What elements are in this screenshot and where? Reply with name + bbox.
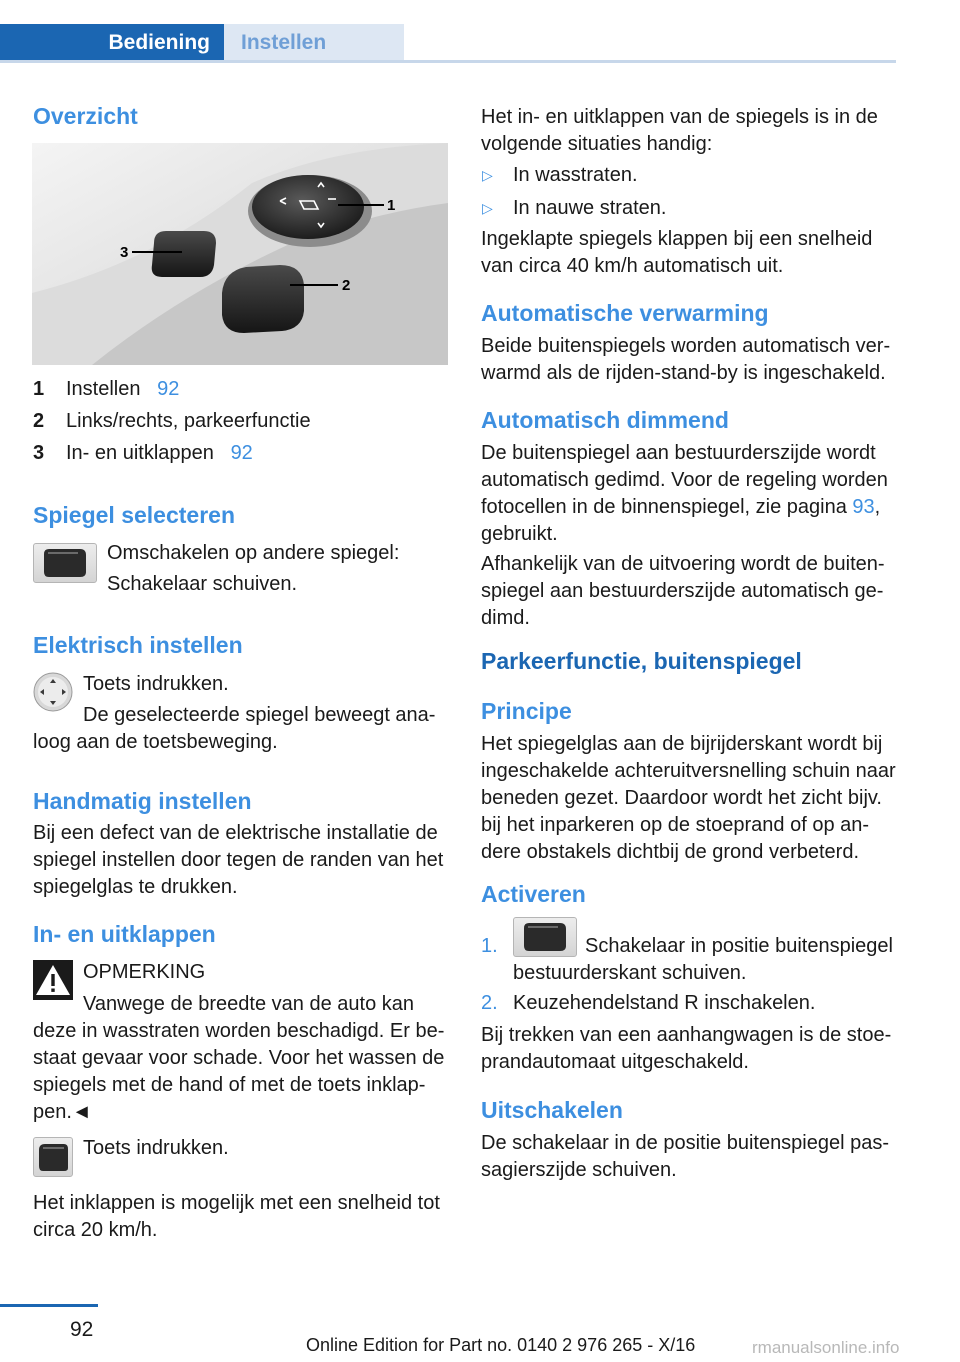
step-1-line-1: Schakelaar in positie buitenspiegel <box>585 935 893 957</box>
trekken-line-2: prandautomaat uitgeschakeld. <box>481 1051 749 1073</box>
spiegel-text-2: Schakelaar schuiven. <box>107 573 298 595</box>
mirror-control-figure <box>32 143 448 365</box>
elektrisch-text-1: Toets indrukken. <box>83 673 229 695</box>
heading-automatisch-dimmend: Automatisch dimmend <box>481 407 729 433</box>
page-link-92[interactable]: 92 <box>157 378 180 400</box>
tab-instellen[interactable]: Instellen <box>224 24 404 62</box>
bullet-icon: ▷ <box>482 167 493 183</box>
verwarming-line-2: warmd als de rijden-stand-by is ingeschakeld. <box>481 362 886 384</box>
switch-slide-icon <box>33 543 97 583</box>
notice-line-5: pen.◄ <box>33 1101 92 1123</box>
warning-icon <box>33 960 73 1000</box>
heading-automatische-verwarming: Automatische verwarming <box>481 300 769 326</box>
spiegel-text-1: Omschakelen op andere spiegel: <box>107 542 400 564</box>
step-number-1: 1. <box>481 935 498 957</box>
handmatig-line-3: spiegelglas te drukken. <box>33 876 238 898</box>
principe-line-4: bij het inparkeren op de stoeprand of op an- <box>481 814 870 836</box>
page-number: 92 <box>70 1318 94 1341</box>
tab-bediening[interactable]: Bediening <box>0 24 224 62</box>
fold-button-icon <box>33 1137 73 1177</box>
heading-activeren: Activeren <box>481 881 586 907</box>
notice-line-4: spiegels met de hand of met de toets inklap- <box>33 1074 426 1096</box>
inklap-line-1: Het inklappen is mogelijk met een snelheid tot <box>33 1192 440 1214</box>
step-1-line-2: bestuurderskant schuiven. <box>513 962 747 984</box>
callout-2: 2 <box>342 277 351 294</box>
toets-text: Toets indrukken. <box>83 1137 229 1159</box>
bullet-icon: ▷ <box>482 200 493 216</box>
footer-edition: Online Edition for Part no. 0140 2 976 265 - X/16 <box>306 1335 696 1355</box>
watermark: rmanualsonline.info <box>752 1338 900 1357</box>
legend-item-1: Instellen 92 <box>66 378 180 400</box>
legend-num-2: 2 <box>33 410 45 432</box>
elektrisch-text-3: loog aan de toetsbeweging. <box>33 731 278 753</box>
heading-uitschakelen: Uitschakelen <box>481 1097 623 1123</box>
heading-in-en-uitklappen: In- en uitklappen <box>33 921 216 947</box>
callout-3: 3 <box>120 244 129 261</box>
notice-line-1: Vanwege de breedte van de auto kan <box>83 993 414 1015</box>
elektrisch-text-2: De geselecteerde spiegel beweegt ana- <box>83 704 436 726</box>
heading-elektrisch-instellen: Elektrisch instellen <box>33 632 243 658</box>
notice-title: OPMERKING <box>83 961 206 983</box>
legend-item-3: In- en uitklappen 92 <box>66 442 253 464</box>
dimmend-line-3: fotocellen in de binnenspiegel, zie pagina 93, <box>481 496 881 518</box>
step-2-text: Keuzehendelstand R inschakelen. <box>513 992 816 1014</box>
legend-item-2: Links/rechts, parkeerfunctie <box>66 410 311 432</box>
footer-rule <box>0 1304 98 1307</box>
heading-parkeerfunctie: Parkeerfunctie, buitenspiegel <box>481 648 802 674</box>
bullet-item-2: In nauwe straten. <box>513 197 667 219</box>
afhankelijk-line-3: dimd. <box>481 607 530 629</box>
verwarming-line-1: Beide buitenspiegels worden automatisch ver- <box>481 335 891 357</box>
inklap-line-2: circa 20 km/h. <box>33 1219 158 1241</box>
heading-handmatig-instellen: Handmatig instellen <box>33 788 252 814</box>
notice-line-3: staat gevaar voor schade. Voor het wassen de <box>33 1047 445 1069</box>
afhankelijk-line-1: Afhankelijk van de uitvoering wordt de buiten- <box>481 553 885 575</box>
principe-line-1: Het spiegelglas aan de bijrijderskant wordt bij <box>481 733 883 755</box>
legend-num-3: 3 <box>33 442 45 464</box>
uitschakelen-line-1: De schakelaar in de positie buitenspiegel pas- <box>481 1132 890 1154</box>
heading-spiegel-selecteren: Spiegel selecteren <box>33 502 235 528</box>
ingeklapt-line-1: Ingeklapte spiegels klappen bij een snelheid <box>481 228 873 250</box>
switch-slide-icon <box>513 917 577 957</box>
page-link-92[interactable]: 92 <box>230 442 253 464</box>
mirror-adjust-button-icon <box>33 672 73 712</box>
bullet-item-1: In wasstraten. <box>513 164 638 186</box>
handmatig-line-1: Bij een defect van de elektrische installatie de <box>33 822 438 844</box>
dimmend-line-2: automatisch gedimd. Voor de regeling worden <box>481 469 888 491</box>
step-number-2: 2. <box>481 992 498 1014</box>
ingeklapt-line-2: van circa 40 km/h automatisch uit. <box>481 255 784 277</box>
dimmend-line-1: De buitenspiegel aan bestuurderszijde wordt <box>481 442 876 464</box>
header-divider <box>0 60 896 63</box>
dimmend-line-4: gebruikt. <box>481 523 558 545</box>
principe-line-3: beneden gezet. Daardoor wordt het zicht bijv. <box>481 787 882 809</box>
page-link-93[interactable]: 93 <box>852 496 875 518</box>
intro-line-1: Het in- en uitklappen van de spiegels is in de <box>481 106 878 128</box>
intro-line-2: volgende situaties handig: <box>481 133 713 155</box>
handmatig-line-2: spiegel instellen door tegen de randen van het <box>33 849 444 871</box>
legend-num-1: 1 <box>33 378 45 400</box>
afhankelijk-line-2: spiegel aan bestuurderszijde automatisch ge- <box>481 580 884 602</box>
notice-line-2: deze in wasstraten worden beschadigd. Er be- <box>33 1020 445 1042</box>
uitschakelen-line-2: sagierszijde schuiven. <box>481 1159 677 1181</box>
trekken-line-1: Bij trekken van een aanhangwagen is de stoe- <box>481 1024 892 1046</box>
heading-overzicht: Overzicht <box>33 103 138 129</box>
principe-line-2: ingeschakelde achteruitversnelling schuin naar <box>481 760 896 782</box>
heading-principe: Principe <box>481 698 572 724</box>
callout-1: 1 <box>387 197 396 214</box>
principe-line-5: dere obstakels dichtbij de grond verbeterd. <box>481 841 860 863</box>
